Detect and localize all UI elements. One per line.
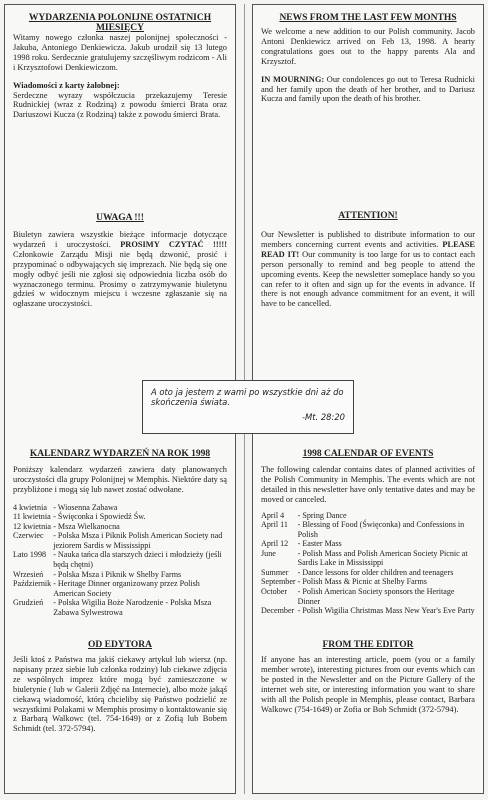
left-news-text: Witamy nowego członka naszej polonijnej społeczności - Jakuba, Antoniego Denkiewicza. Jakub urodził się 13 lutego 1998 roku. Serdecznie gratulujemy szczęśliwym rodzicom - Ali i Krzysztofowi Denkiewiczom. xyxy=(13,33,227,72)
left-calendar-section xyxy=(13,449,227,617)
left-condolence-text: Serdeczne wyrazy współczucia przekazujemy Teresie Rudnickiej (wraz z Rodziną) z powodu śmierci Brata oraz Dariuszowi Kucza (z Rodziną) także z powodu śmierci Brata. xyxy=(13,90,227,120)
calendar-date: Czerwiec xyxy=(13,531,44,541)
left-attention-title: UWAGA !!! xyxy=(96,213,144,223)
right-editor-section xyxy=(261,640,475,714)
calendar-row xyxy=(13,522,227,532)
right-mourning-label: IN MOURNING: xyxy=(261,74,325,84)
right-attention-text xyxy=(261,230,475,309)
calendar-row xyxy=(261,577,475,587)
calendar-date: December xyxy=(261,606,295,616)
calendar-row xyxy=(261,606,475,616)
calendar-event: - Dance lessons for older children and teenagers xyxy=(297,567,454,577)
calendar-date: Wrzesień xyxy=(13,569,44,579)
right-attention-text-c: Our community is too large for us to contact each person personally to remind and beg people to attend the upcoming events. Keep the newsletter someplace handy so you can refer to it often and sign up for the events in advance. If there is not enough advance commitment for an event, it will have to be cancelled. xyxy=(261,249,476,309)
calendar-row xyxy=(13,570,227,580)
left-attention-text-b: PROSIMY CZYTAĆ !!!!! xyxy=(120,239,227,249)
calendar-date: Październik xyxy=(13,579,52,589)
right-editor-text: If anyone has an interesting article, poem (you or a family member wrote), interesting pictures from our events which can be posted in the Newsletter and on the Picture Gallery of the internet web site, or interesting information you want to share with all the Polish people in Memphis, please contact, Barbara Walkowc (754-1649) or Zofia or Bob Schmidt (372-5794). xyxy=(261,655,475,714)
calendar-date: 4 kwietnia xyxy=(13,502,47,512)
calendar-event: - Msza Wielkanocna xyxy=(53,521,120,531)
calendar-event: - Easter Mass xyxy=(297,539,342,549)
calendar-row xyxy=(261,549,475,568)
right-news-title: NEWS FROM THE LAST FEW MONTHS xyxy=(279,13,457,23)
right-attention-section xyxy=(261,211,475,309)
calendar-event: - Nauka tańca dla starszych dzieci i młodzieży (jeśli będą chętni) xyxy=(53,550,222,569)
calendar-event: - Polish Mass and Polish American Society Picnic at Sardis Lake in Mississippi xyxy=(297,548,468,568)
calendar-row xyxy=(13,512,227,522)
bible-quote-box xyxy=(142,380,354,434)
left-condolence-label: Wiadomości z karty żałobnej: xyxy=(13,80,120,90)
left-news-title: WYDARZENIA POLONIJNE OSTATNICH MIESIĘCY xyxy=(28,13,212,33)
right-attention-text-a: Our Newsletter is published to distribute information to our members concerning current events and activities. xyxy=(261,230,475,249)
calendar-event: - Święconka i Spowiedź Św. xyxy=(53,512,146,522)
calendar-event: - Spring Dance xyxy=(297,510,347,520)
calendar-row xyxy=(261,587,475,606)
calendar-event: - Heritage Dinner organizowany przez Polish American Society xyxy=(53,579,200,598)
calendar-date: April 4 xyxy=(261,510,285,520)
right-news-text: We welcome a new addition to our Polish community. Jacob Antoni Denkiewicz arrived on Feb 13, 1998. A hearty congratulations goes out to the happy parents Ala and Krzysztof. xyxy=(261,27,475,66)
calendar-date: September xyxy=(261,577,296,587)
calendar-row xyxy=(261,568,475,578)
quote-citation: -Mt. 28:20 xyxy=(302,412,345,423)
calendar-row xyxy=(261,520,475,539)
right-mourning-text: Our condolences go out to Teresa Rudnicki and her family upon the death of her brother, and to Dariusz Kucza and family upon the death of his brother. xyxy=(261,74,476,104)
left-calendar-intro: Poniższy kalendarz wydarzeń zawiera daty planowanych uroczystości dla grupy Polonijnej w Memphis. Niektóre daty są przybliżone i mogą się lub nawet zostać odwołane. xyxy=(13,465,227,494)
calendar-date: June xyxy=(261,548,276,558)
right-calendar-table xyxy=(261,511,475,616)
right-calendar-title: 1998 CALENDAR OF EVENTS xyxy=(302,449,434,459)
calendar-row xyxy=(13,550,227,569)
calendar-date: Lato 1998 xyxy=(13,550,47,560)
right-mourning xyxy=(261,75,475,105)
right-news-section xyxy=(261,13,475,104)
calendar-event: - Blessing of Food (Święconka) and Confessions in Polish xyxy=(297,520,465,539)
right-editor-title: FROM THE EDITOR xyxy=(322,640,414,650)
right-attention-text-b: PLEASE READ IT! xyxy=(261,239,475,259)
left-attention-text-c: Członkowie Zarządu Misji nie będą dzwonić, prosić i przypominać o odbywających się imprezach. Nie będą się one mogły odbyć jeśli nie zgłosi się odpowiednia liczba osób do wyznaczonego terminu. Prosimy o zatrzymywanie biuletynu gdzieś w widocznym miejscu i wczesne zgłaszanie się na ogłaszane uroczystości. xyxy=(13,249,227,309)
calendar-event: - Polska Msza i Piknik Polish American Society nad jeziorem Sardis w Mississippi xyxy=(53,531,223,550)
calendar-row xyxy=(13,503,227,513)
calendar-event: - Polish Wigilia Christmas Mass New Year's Eve Party xyxy=(297,606,475,616)
quote-text: A oto ja jestem z wami po wszystkie dni aż do skończenia świata. xyxy=(151,387,344,408)
calendar-row xyxy=(13,531,227,550)
left-editor-title: OD EDYTORA xyxy=(88,640,152,650)
left-attention-text-a: Biuletyn zawiera wszystkie bieżące informacje dotyczące wydarzeń i uroczystości. xyxy=(13,230,227,249)
calendar-row xyxy=(261,511,475,521)
calendar-event: - Wiosenna Zabawa xyxy=(53,502,118,512)
left-calendar-table xyxy=(13,503,227,618)
calendar-row xyxy=(261,539,475,549)
right-attention-title: ATTENTION! xyxy=(338,211,398,221)
calendar-row xyxy=(13,598,227,617)
calendar-date: 12 kwietnia xyxy=(13,521,51,531)
left-attention-section xyxy=(13,213,227,309)
calendar-date: April 11 xyxy=(261,520,288,530)
left-calendar-title: KALENDARZ WYDARZEŃ NA ROK 1998 xyxy=(29,449,211,459)
calendar-event: - Polska Msza i Piknik w Shelby Farms xyxy=(53,569,182,579)
right-calendar-section xyxy=(261,449,475,616)
left-attention-text xyxy=(13,230,227,309)
left-editor-text: Jeśli ktoś z Państwa ma jakiś ciekawy artykuł lub wiersz (np. napisany przez siebie lub członka rodziny) lub ciekawe zdjęcia ze wspólnych imprez które mogą być zamieszczone w biuletynie ( lub w Galerii Zdjęć na Internecie), albo może jakąś ciekawą wiadomość, którą chcieliby się Państwo podzielić ze wszystkimi Polakami w Memphis prosimy o kontaktowanie się z Barbarą Walkowc (tel. 754-1649) or z Zofią lub Bobem Schmidt (tel. 372-5794). xyxy=(13,655,227,734)
calendar-event: - Polish Mass & Picnic at Shelby Farms xyxy=(297,577,427,587)
calendar-date: October xyxy=(261,587,288,596)
left-editor-section xyxy=(13,640,227,734)
calendar-date: Grudzień xyxy=(13,598,44,608)
calendar-date: April 12 xyxy=(261,539,289,549)
calendar-date: 11 kwietnia xyxy=(13,512,51,522)
calendar-event: - Polska Wigilia Boże Narodzenie - Polska Msza Zabawa Sylwestrowa xyxy=(53,598,212,617)
calendar-event: - Polish American Society sponsors the Heritage Dinner xyxy=(297,587,455,606)
calendar-row xyxy=(13,579,227,598)
left-news-section xyxy=(13,13,227,120)
right-calendar-intro: The following calendar contains dates of planned activities of the Polish Community in Memphis. The events which are not detailed in this newsletter have only tentative dates and may be moved or canceled. xyxy=(261,465,475,504)
calendar-date: Summer xyxy=(261,567,289,577)
